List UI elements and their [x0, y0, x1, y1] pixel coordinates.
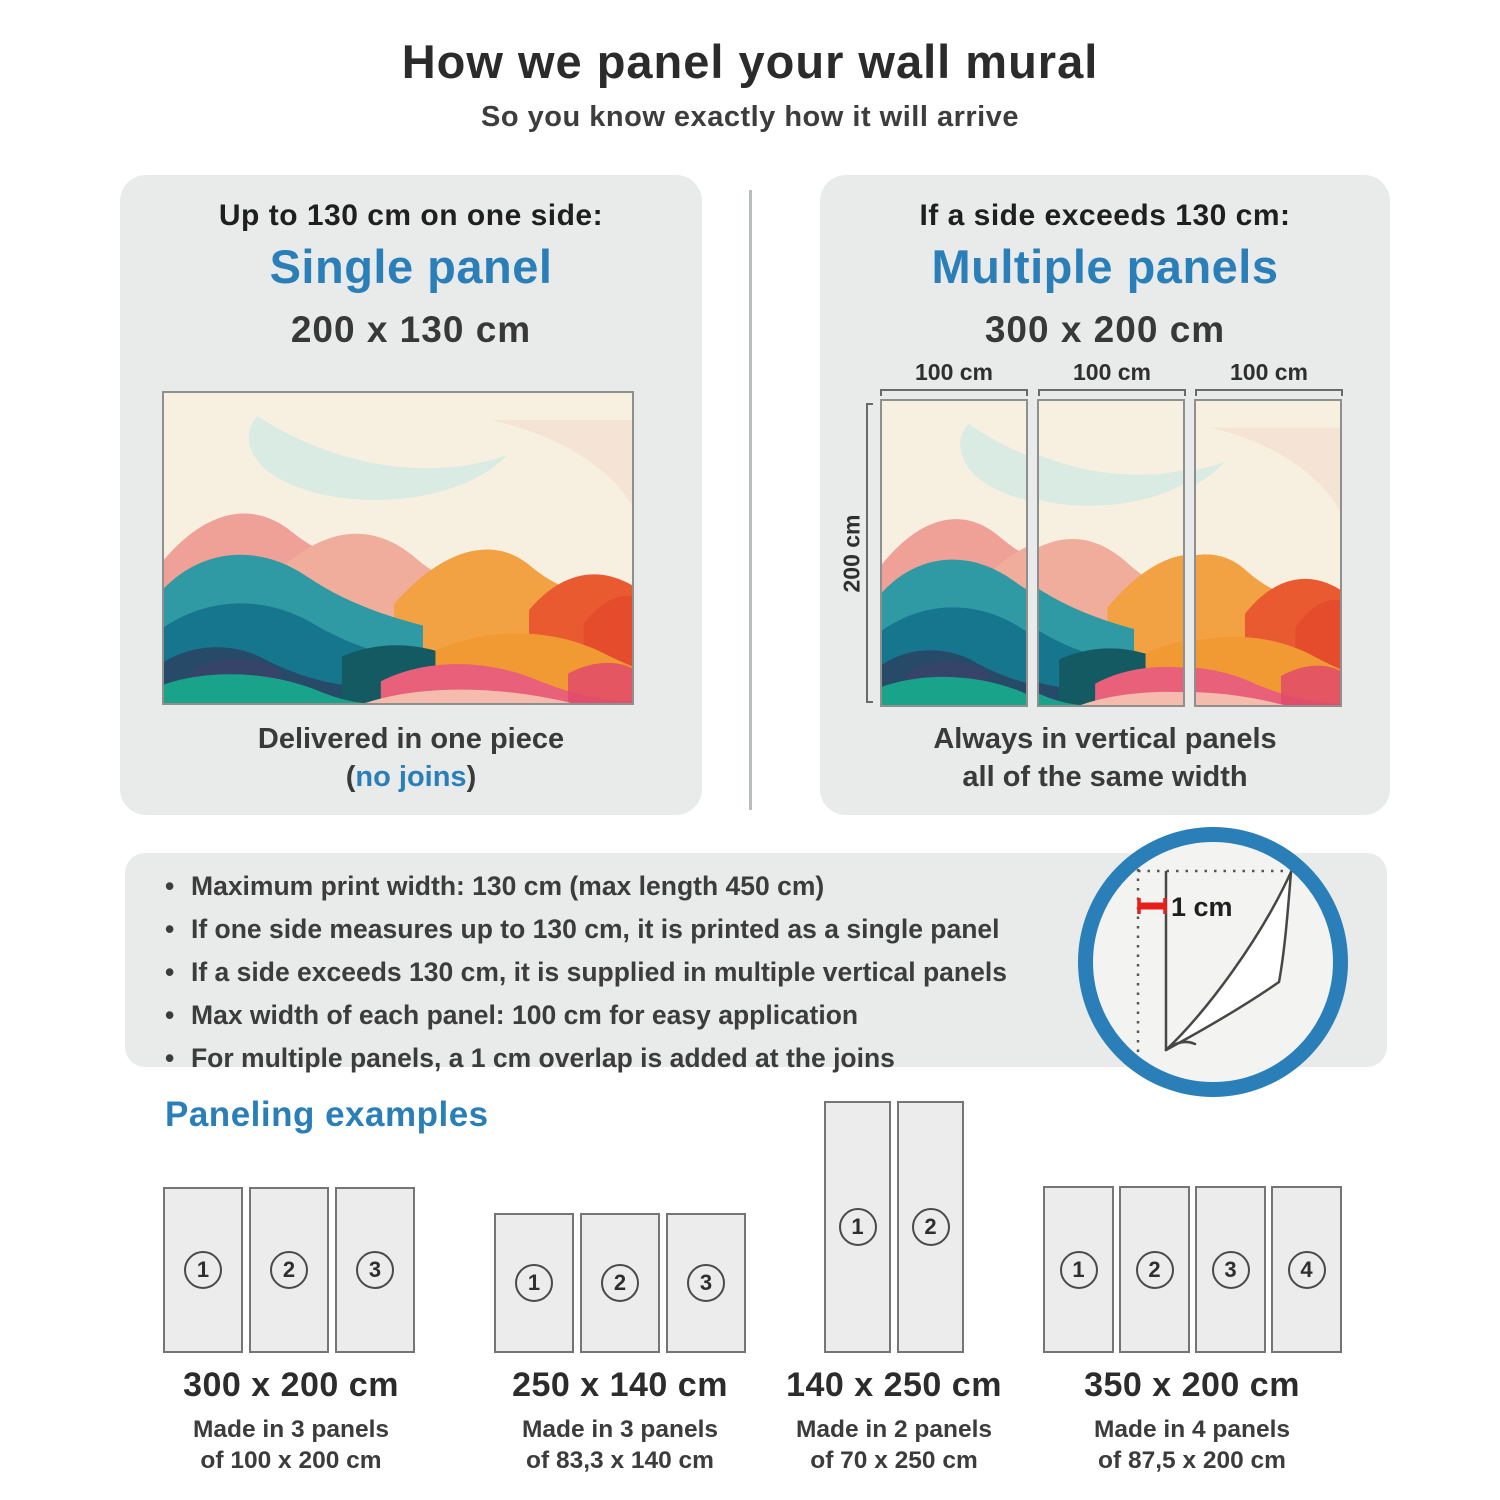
- example-panel: [1195, 1186, 1266, 1353]
- example-panel: [494, 1213, 574, 1353]
- example-caption-250x140: [460, 1366, 780, 1476]
- panel-number: 3: [1212, 1251, 1250, 1289]
- page-title: How we panel your wall mural: [401, 35, 1099, 88]
- example-panel: [897, 1101, 964, 1353]
- panel-number: 2: [270, 1251, 308, 1289]
- example-panel: [666, 1213, 746, 1353]
- single-panel-mural-image: [162, 391, 634, 705]
- multiple-panels-caption-1: Always in vertical panels: [933, 723, 1277, 755]
- page-subtitle: So you know exactly how it will arrive: [481, 101, 1019, 133]
- info-bullet: • If a side exceeds 130 cm, it is supplied in multiple vertical panels: [161, 951, 1007, 994]
- multiple-panels-size: 300 x 200 cm: [984, 309, 1226, 350]
- mural-panel-3: [1194, 399, 1342, 707]
- panel-number: 2: [1136, 1251, 1174, 1289]
- panel-number: 3: [687, 1264, 725, 1302]
- overlap-detail-badge: [1078, 827, 1348, 1097]
- info-bullet: • If one side measures up to 130 cm, it is printed as a single panel: [161, 908, 1007, 951]
- width-label-2: 100 cm: [1072, 359, 1151, 385]
- example-size: 250 x 140 cm: [512, 1366, 728, 1404]
- panel-number: 1: [839, 1208, 877, 1246]
- example-caption-140x250: [734, 1366, 1054, 1476]
- width-label-1: 100 cm: [914, 359, 993, 385]
- examples-heading: Paneling examples: [165, 1095, 489, 1134]
- paren-close: ): [466, 761, 477, 793]
- width-bracket-1: [880, 389, 1028, 396]
- no-joins-highlight: no joins: [355, 761, 467, 793]
- example-panel: [163, 1187, 243, 1353]
- single-panel-title: Single panel: [269, 240, 553, 293]
- example-detail: Made in 3 panels: [521, 1416, 719, 1443]
- panel-number: 3: [356, 1251, 394, 1289]
- mural-panel-1: [880, 399, 1028, 707]
- example-caption-350x200: [1032, 1366, 1352, 1476]
- example-detail: Made in 4 panels: [1093, 1416, 1291, 1443]
- example-panels-140x250: [824, 1101, 964, 1353]
- info-bullet: • Maximum print width: 130 cm (max length 450 cm): [161, 865, 1007, 908]
- panel-number: 4: [1288, 1251, 1326, 1289]
- width-bracket-2: [1038, 389, 1186, 396]
- panel-number: 1: [184, 1251, 222, 1289]
- example-detail: of 70 x 250 cm: [810, 1447, 978, 1474]
- panel-number: 2: [912, 1208, 950, 1246]
- page-curl-icon: [1108, 854, 1318, 1069]
- single-panel-condition: Up to 130 cm on one side:: [218, 199, 604, 232]
- single-panel-size: 200 x 130 cm: [290, 309, 532, 350]
- card-divider: [749, 190, 752, 810]
- width-bracket-3: [1195, 389, 1343, 396]
- example-panels-300x200: [163, 1187, 415, 1353]
- info-bullet-list: [161, 865, 1007, 1080]
- example-detail: of 83,3 x 140 cm: [526, 1447, 714, 1474]
- info-bullet: • For multiple panels, a 1 cm overlap is added at the joins: [161, 1037, 1007, 1080]
- example-panel: [249, 1187, 329, 1353]
- height-bracket: [866, 403, 873, 703]
- example-panel: [335, 1187, 415, 1353]
- width-label-3: 100 cm: [1229, 359, 1308, 385]
- panel-number: 2: [601, 1264, 639, 1302]
- example-panels-250x140: [494, 1213, 746, 1353]
- single-panel-card: [120, 175, 702, 815]
- height-label: 200 cm: [838, 514, 865, 593]
- overlap-label: 1 cm: [1171, 892, 1233, 922]
- example-detail: Made in 2 panels: [795, 1416, 993, 1443]
- example-size: 350 x 200 cm: [1084, 1366, 1300, 1404]
- multiple-panels-card: [820, 175, 1390, 815]
- example-panel: [1271, 1186, 1342, 1353]
- paren-open: (: [345, 761, 356, 793]
- example-caption-300x200: [131, 1366, 451, 1476]
- example-detail: of 87,5 x 200 cm: [1098, 1447, 1286, 1474]
- single-panel-caption-2: [120, 761, 702, 794]
- example-panel: [1043, 1186, 1114, 1353]
- multiple-panels-caption-2: all of the same width: [962, 761, 1248, 793]
- mural-panel-2: [1037, 399, 1185, 707]
- info-bullet: • Max width of each panel: 100 cm for easy application: [161, 994, 1007, 1037]
- example-detail: of 100 x 200 cm: [200, 1447, 382, 1474]
- example-panel: [1119, 1186, 1190, 1353]
- panel-number: 1: [515, 1264, 553, 1302]
- panel-number: 1: [1060, 1251, 1098, 1289]
- example-size: 300 x 200 cm: [183, 1366, 399, 1404]
- example-panel: [824, 1101, 891, 1353]
- example-panels-350x200: [1043, 1186, 1342, 1353]
- example-size: 140 x 250 cm: [786, 1366, 1002, 1404]
- multiple-panels-title: Multiple panels: [931, 240, 1279, 293]
- example-detail: Made in 3 panels: [192, 1416, 390, 1443]
- example-panel: [580, 1213, 660, 1353]
- multiple-panels-condition: If a side exceeds 130 cm:: [919, 199, 1291, 232]
- single-panel-caption: Delivered in one piece: [257, 723, 565, 755]
